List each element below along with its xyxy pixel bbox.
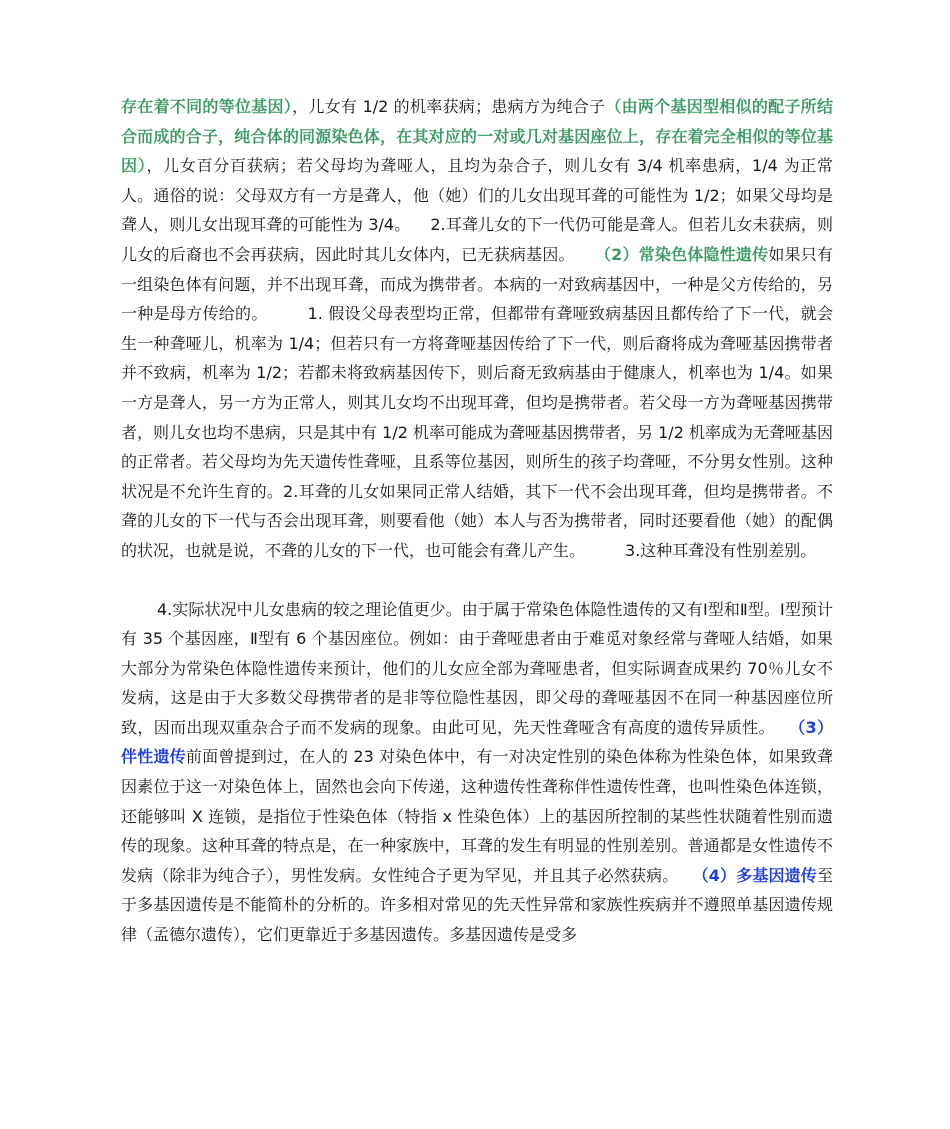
body-text: ，儿女有 1/2 的机率获病；患病方为纯合子 [292,97,606,116]
body-text: 前面曾提到过，在人的 23 对染色体中，有一对决定性别的染色体称为性染色体，如果致聋因素位于这一对染色体上，固然也会向下传递，这种遗传性聋称伴性遗传性聋，也叫性染色体连锁，还能够叫 X 连锁，是指位于性染色体（特指 x 性染色体）上的基因所控制的某些性状随着性别而遗传的现象。这种耳聋的特点是，在一种家族中，耳聋的发生有明显的性别差别。普通都是女性遗传不发病（除非为纯合子），男性发病。女性纯合子更为罕见，并且其子必然获病。 [121,747,833,885]
body-text: 2.耳聋儿女的下一代仍可能是聋人。但若儿女未获病，则儿女的后裔也不会再获病，因此时其儿女体内，已无获病基因。 [121,215,833,264]
paragraph-1 [121,92,833,566]
paragraph-2 [121,595,833,950]
body-text: 1. 假设父母表型均正常，但都带有聋哑致病基因且都传给了下一代，就会生一种聋哑儿，机率为 1/4；但若只有一方将聋哑基因传给了下一代，则后裔将成为聋哑基因携带者并不致病，机率为 1/2；若都未将致病基因传下，则后裔无致病基由于健康人，机率也为 1/4。如果一方是聋人，另一方为正常人，则其儿女均不出现耳聋，但均是携带者。若父母一方为聋哑基因携带者，则儿女也均不患病，只是其中有 1/2 机率可能成为聋哑基因携带者，另 1/2 机率成为无聋哑基因的正常者。若父母均为先天遗传性聋哑，且系等位基因，则所生的孩子均聋哑，不分男女性别。这种状况是不允许生育的。2.耳聋的儿女如果同正常人结婚，其下一代不会出现耳聋，但均是携带者。不聋的儿女的下一代与否会出现耳聋，则要看他（她）本人与否为携带者，同时还要看他（她）的配偶的状况，也就是说，不聋的儿女的下一代，也可能会有聋儿产生。 [121,304,833,560]
highlight-green-text: （由两个基因型相似的配子所结合而成的合子，纯合体的同源染色体，在其对应的一对或几对基因座位上，存在着完全相似的等位基因） [121,97,833,176]
section-heading-autosomal-recessive: （2）常染色体隐性遗传 [594,244,769,264]
highlight-green-text: 存在着不同的等位基因） [121,97,293,116]
body-text: ，儿女百分百获病；若父母均为聋哑人，且均为杂合子，则儿女有 3/4 机率患病，1/4 为正常人。通俗的说：父母双方有一方是聋人，他（她）们的儿女出现耳聋的可能性为 1/2；如果父母均是聋人，则儿女出现耳聋的可能性为 3/4。 [121,156,833,235]
body-text: 4.实际状况中儿女患病的较之理论值更少。由于属于常染色体隐性遗传的又有Ⅰ型和Ⅱ型。Ⅰ型预计有 35 个基因座，Ⅱ型有 6 个基因座位。例如：由于聋哑患者由于难觅对象经常与聋哑人结婚，如果大部分为常染色体隐性遗传来预计，他们的儿女应全部为聋哑患者，但实际调查成果约 70％儿女不发病，这是由于大多数父母携带者的是非等位隐性基因，即父母的聋哑基因不在同一种基因座位所致，因而出现双重杂合子而不发病的现象。由此可见，先天性聋哑含有高度的遗传异质性。 [121,599,833,737]
body-text: 如果只有一组染色体有问题，并不出现耳聋，而成为携带者。本病的一对致病基因中，一种是父方传给的，另一种是母方传给的。 [121,244,833,324]
section-heading-sex-linked: （3）伴性遗传 [121,717,833,767]
body-text: 至于多基因遗传是不能简朴的分析的。许多相对常见的先天性异常和家族性疾病并不遵照单基因遗传规律（孟德尔遗传），它们更靠近于多基因遗传。多基因遗传是受多 [121,865,833,945]
body-text: 3.这种耳聋没有性别差别。 [625,540,817,560]
document-page [121,92,833,950]
section-heading-polygenic: （4）多基因遗传 [692,865,817,885]
